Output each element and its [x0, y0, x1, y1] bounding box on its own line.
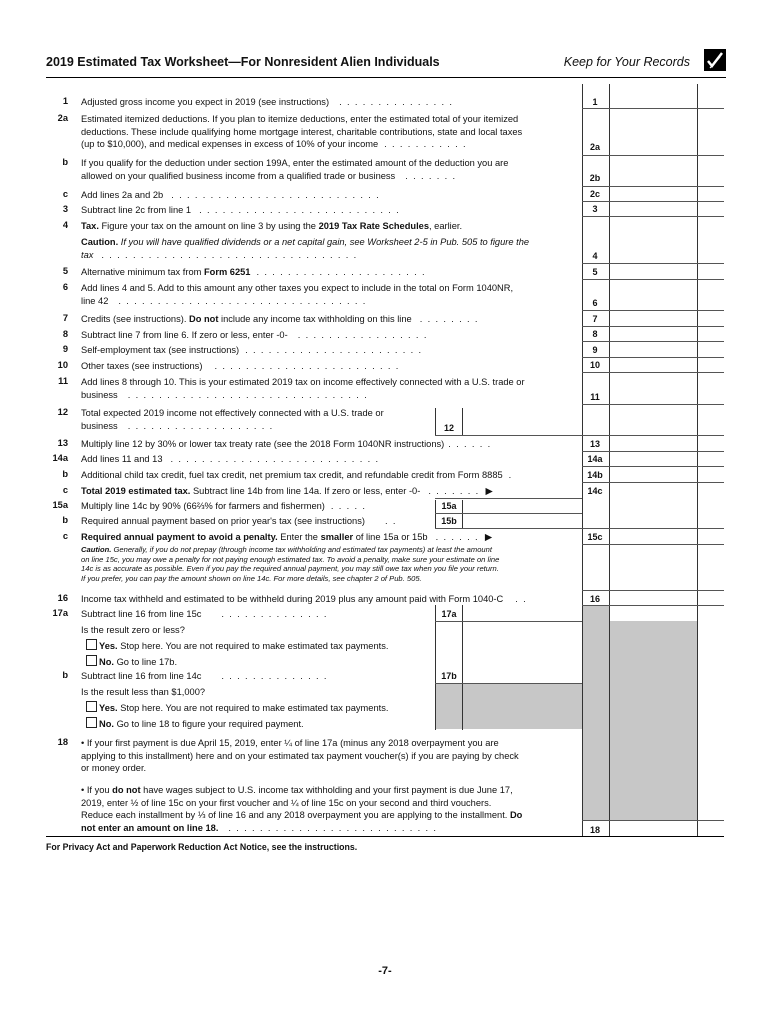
line-number: 6 — [62, 282, 68, 292]
inner-divider-12b — [462, 408, 463, 436]
rule — [582, 155, 724, 156]
rule — [435, 513, 582, 514]
line-text: tax — [81, 249, 94, 260]
line-text: Caution. — [81, 545, 112, 554]
line-box-label: 2b — [589, 173, 601, 183]
line-box-label: 13 — [589, 439, 600, 449]
line-box-label: 17b — [441, 671, 457, 681]
no-checkbox[interactable] — [86, 717, 97, 728]
line-text: Figure your tax on the amount on line 3 by using the — [98, 221, 319, 231]
rule — [435, 621, 582, 622]
line-box-label: 6 — [592, 298, 598, 308]
line-number: 13 — [57, 438, 68, 448]
line-12-text: Total expected 2019 income not effectively connected with a U.S. trade or business ................... — [81, 408, 384, 431]
line-text: Estimated itemized deductions. If you plan to itemize deductions, enter the estimated total of your itemized — [81, 114, 519, 124]
line-box-label: 15a — [441, 501, 457, 511]
rule — [582, 482, 724, 483]
line-number: 3 — [62, 204, 68, 214]
line-number: c — [62, 485, 68, 495]
line-box-label: 14a — [587, 454, 603, 464]
line-text: Caution. — [81, 237, 119, 247]
line-text: Go to line 17b. — [113, 657, 178, 667]
line-text: Form 6251 — [203, 267, 251, 277]
line-17b-no-option — [86, 717, 304, 731]
line-box-label: 1 — [592, 97, 598, 107]
line-6-text: Add lines 4 and 5. Add to this amount any other taxes you expect to include in the total on Form 1040NR, line 42 ................................ — [81, 283, 514, 306]
line-17a-question: Is the result zero or less? — [81, 625, 185, 635]
line-number: 9 — [62, 344, 68, 354]
rule — [582, 451, 724, 452]
line-box-label: 7 — [592, 314, 598, 324]
line-text: applying to this installment) here and on your estimated tax payment voucher(s) if you are paying by check — [81, 750, 519, 761]
caution-note — [81, 545, 573, 584]
line-text: smaller — [320, 532, 354, 542]
line-text: Adjusted gross income you expect in 2019 (see instructions) — [81, 97, 330, 107]
yes-checkbox[interactable] — [86, 701, 97, 712]
line-text: do not — [112, 785, 141, 795]
line-17b-text: Subtract line 16 from line 14c .............. — [81, 671, 332, 681]
line-text: Add lines 4 and 5. Add to this amount any other taxes you expect to include in the total on Form 1040NR, — [81, 283, 514, 293]
rule — [435, 528, 724, 529]
line-text: Multiply line 14c by 90% (66⅔% for farmers and fishermen) — [81, 501, 325, 511]
line-text: Go to line 18 to figure your required payment. — [113, 719, 304, 729]
line-text: deductions. These include qualifying home mortgage interest, charitable contributions, state and local taxes — [81, 126, 523, 137]
line-text: No. — [99, 719, 114, 729]
line-text: Do — [509, 810, 523, 821]
line-text: Subtract line 7 from line 6. If zero or less, enter -0- — [81, 330, 288, 340]
line-box-label: 17a — [441, 609, 457, 619]
line-number: 16 — [57, 593, 68, 603]
line-1-text: Adjusted gross income you expect in 2019 (see instructions) ............... — [81, 97, 458, 107]
line-text: Add lines 2a and 2b — [81, 190, 164, 200]
line-box-label: 16 — [589, 594, 600, 604]
line-4-caution: Caution. If you will have qualified dividends or a net capital gain, see Worksheet 2-5 in Pub. 505 to figure the tax ................................. — [81, 237, 530, 260]
arrow-right-icon: ▶ — [484, 532, 493, 542]
line-18-text-part2: • If you do not have wages subject to U.S. income tax withholding and your first payment is due June 17, 2019, enter ½ of line 15c on your first voucher and ¼ of line 15c on your second and third vouchers. Reduce each installment by ⅓ of line 16 and any 2018 overpayment you are applying to the installment. Do not enter an amount on line 18. ........................... — [81, 785, 523, 833]
line-text: Credits (see instructions). — [81, 314, 189, 324]
line-15c-text: Required annual payment to avoid a penalty. Enter the smaller of line 15a or 15b ...... ▶ — [81, 532, 493, 542]
shaded-area-right-lower — [582, 605, 609, 820]
rule — [582, 372, 724, 373]
line-13-text: Multiply line 12 by 30% or lower tax treaty rate (see the 2018 Form 1040NR instructions) ...... — [81, 439, 496, 449]
line-number: 5 — [62, 266, 68, 276]
line-17a-no-option — [86, 655, 177, 669]
no-checkbox[interactable] — [86, 655, 97, 666]
line-text: , earlier. — [429, 221, 463, 231]
line-text: Subtract line 14b from line 14a. If zero or less, enter -0- — [190, 486, 421, 496]
line-3-text: Subtract line 2c from line 1 .......................... — [81, 205, 405, 215]
rule — [582, 404, 724, 405]
line-text: Income tax withheld and estimated to be withheld during 2019 plus any amount paid with Form 1040-C — [81, 594, 504, 604]
line-17b-question: Is the result less than $1,000? — [81, 687, 206, 697]
checkmark-records-icon — [704, 49, 726, 71]
line-text: include any income tax withholding on this line — [218, 314, 412, 324]
yes-checkbox[interactable] — [86, 639, 97, 650]
rule — [582, 357, 724, 358]
rule — [582, 326, 724, 327]
line-box-label: 10 — [589, 360, 600, 370]
line-text: Stop here. You are not required to make estimated tax payments. — [117, 641, 389, 651]
line-text: business — [81, 420, 118, 431]
line-number: c — [62, 189, 68, 199]
line-2c-text: Add lines 2a and 2b ........................... — [81, 190, 385, 200]
line-15b-text: Required annual payment based on prior year's tax (see instructions) .. — [81, 516, 401, 526]
line-9-text: Self-employment tax (see instructions) ....................... — [81, 345, 427, 355]
line-text: or money order. — [81, 763, 147, 774]
line-number: 15a — [52, 500, 68, 510]
line-text: of line 15a or 15b — [353, 532, 428, 542]
rule — [582, 310, 724, 311]
shaded-area-17a — [609, 621, 697, 683]
line-2a-text: Estimated itemized deductions. If you plan to itemize deductions, enter the estimated total of your itemized deductions. These include qualifying home mortgage interest, charitable contributions, state and local taxes (up to $10,000), and medical expenses in excess of 10% of your income ........... — [81, 114, 523, 150]
line-text: Multiply line 12 by 30% or lower tax treaty rate (see the 2018 Form 1040NR instructions) — [81, 439, 445, 449]
line-text: Additional child tax credit, fuel tax credit, net premium tax credit, and refundable credit from Form 8885 — [81, 470, 503, 480]
line-text: Self-employment tax (see instructions) — [81, 345, 240, 355]
shaded-area-amount-lower — [609, 683, 697, 820]
line-text: 2019 Tax Rate Schedules — [318, 221, 429, 231]
line-number: b — [62, 515, 68, 525]
line-text: Required annual payment to avoid a penalty. — [81, 532, 278, 542]
line-box-label: 5 — [592, 267, 598, 277]
line-number: 8 — [62, 329, 68, 339]
line-box-label: 14b — [587, 470, 603, 480]
rule — [582, 263, 724, 264]
line-4-text — [81, 220, 462, 233]
line-text: Add lines 8 through 10. This is your estimated 2019 tax on income effectively connected with a U.S. trade or — [81, 377, 525, 387]
line-7-text: Credits (see instructions). Do not include any income tax withholding on this line ........ — [81, 314, 483, 324]
line-text: Generally, if you do not prepay (through income tax withholding and estimated tax payments) at least the amount — [111, 545, 492, 554]
line-text: Subtract line 2c from line 1 — [81, 205, 192, 215]
line-text: Total expected 2019 income not effectively connected with a U.S. trade or — [81, 408, 384, 418]
line-text: Other taxes (see instructions) — [81, 361, 203, 371]
line-text: have wages subject to U.S. income tax withholding and your first payment is due June 17, — [140, 785, 513, 795]
line-box-label: 3 — [592, 204, 598, 214]
rule — [582, 108, 724, 109]
line-text: Yes. — [99, 703, 118, 713]
line-number: b — [62, 157, 68, 167]
line-box-label: 14c — [587, 486, 603, 496]
line-number: 11 — [58, 376, 68, 386]
line-text: on line 15c, you may owe a penalty for not paying enough estimated tax. To avoid a penalty, make sure your estimate on line — [81, 554, 500, 564]
line-16-text: Income tax withheld and estimated to be withheld during 2019 plus any amount paid with Form 1040-C .. — [81, 594, 531, 604]
line-number: 1 — [62, 96, 68, 106]
rule — [582, 341, 724, 342]
rule — [582, 544, 724, 545]
line-text: Reduce each installment by ⅓ of line 16 and any 2018 overpayment you are applying to the installment. — [81, 810, 510, 821]
col-divider-2 — [609, 84, 610, 836]
rule — [435, 435, 724, 436]
line-text: 14c is as accurate as possible. Even if you pay the required annual payment, you may still owe tax when you file your return. — [81, 564, 499, 574]
rule — [582, 279, 724, 280]
col-divider-3 — [697, 84, 698, 836]
line-number: 10 — [57, 360, 68, 370]
line-text: If you will have qualified dividends or a net capital gain, see Worksheet 2-5 in Pub. 505 to figure the — [118, 237, 530, 247]
line-text: business — [81, 389, 118, 400]
line-box-label: 2a — [589, 142, 600, 152]
line-number: 14a — [52, 453, 68, 463]
line-box-label: 15b — [441, 516, 457, 526]
line-text: Subtract line 16 from line 14c — [81, 671, 202, 681]
line-text: Stop here. You are not required to make estimated tax payments. — [117, 703, 389, 713]
line-17a-text: Subtract line 16 from line 15c .............. — [81, 609, 332, 619]
line-text: 2019, enter ½ of line 15c on your first voucher and ¼ of line 15c on your second and third vouchers. — [81, 797, 492, 808]
rule — [582, 466, 724, 467]
line-17b-yes-option — [86, 701, 388, 715]
line-box-label: 11 — [590, 392, 600, 402]
line-18-text-part1 — [81, 737, 573, 775]
inner-divider-17b — [462, 605, 463, 730]
line-text: (up to $10,000), and medical expenses in excess of 10% of your income — [81, 139, 379, 150]
arrow-right-icon: ▶ — [485, 486, 493, 496]
line-box-label: 15c — [587, 532, 603, 542]
worksheet-title: 2019 Estimated Tax Worksheet—For Nonresident Alien Individuals — [46, 55, 440, 69]
line-text: If you prefer, you can pay the amount shown on line 14c. For more details, see chapter 2 of Pub. 505. — [81, 574, 422, 584]
line-14a-text: Add lines 11 and 13 ........................... — [81, 454, 384, 464]
line-14b-text: Additional child tax credit, fuel tax credit, net premium tax credit, and refundable credit from Form 8885 . — [81, 470, 517, 480]
line-text: If you qualify for the deduction under section 199A, enter the estimated amount of the deduction you are — [81, 158, 509, 168]
line-number: 17a — [52, 608, 68, 618]
inner-divider-17 — [435, 605, 436, 730]
line-8-text: Subtract line 7 from line 6. If zero or less, enter -0- ................. — [81, 330, 432, 340]
line-text: Enter the — [277, 532, 321, 542]
line-number: 18 — [57, 737, 68, 747]
rule — [582, 186, 724, 187]
privacy-act-notice: For Privacy Act and Paperwork Reduction Act Notice, see the instructions. — [46, 842, 358, 852]
page-number: -7- — [378, 965, 392, 977]
line-number: 2a — [57, 113, 68, 123]
rule — [582, 590, 724, 591]
rule — [582, 820, 724, 821]
line-text: Total 2019 estimated tax. — [81, 486, 191, 496]
rule — [46, 836, 724, 837]
rule — [435, 498, 582, 499]
line-text: Add lines 11 and 13 — [81, 454, 163, 464]
line-text: Yes. — [99, 641, 118, 651]
rule — [582, 216, 724, 217]
inner-divider-15b — [462, 500, 463, 528]
rule — [435, 683, 582, 684]
line-box-label: 12 — [443, 423, 454, 433]
keep-for-records-label: Keep for Your Records — [563, 55, 690, 69]
line-text: • If you — [81, 785, 113, 795]
line-14c-text: Total 2019 estimated tax. Subtract line 14b from line 14a. If zero or less, enter -0- ....... ▶ — [81, 486, 493, 496]
line-number: 12 — [57, 407, 68, 417]
line-5-text: Alternative minimum tax from Form 6251 ...................... — [81, 267, 430, 277]
line-text: No. — [99, 657, 114, 667]
line-number: c — [62, 531, 68, 541]
line-box-label: 18 — [589, 825, 600, 835]
line-text: allowed on your qualified business income from a qualified trade or business — [81, 170, 396, 181]
line-box-label: 8 — [592, 329, 598, 339]
line-box-label: 9 — [592, 345, 598, 355]
line-text: Tax. — [81, 221, 99, 231]
worksheet-header — [46, 51, 726, 78]
line-15a-text: Multiply line 14c by 90% (66⅔% for farmers and fishermen) ..... — [81, 501, 371, 511]
line-text: not enter an amount on line 18. — [81, 822, 219, 833]
line-17a-yes-option — [86, 639, 388, 653]
line-number: b — [62, 670, 68, 680]
line-text: Subtract line 16 from line 15c — [81, 609, 202, 619]
line-box-label: 4 — [592, 251, 598, 261]
rule — [582, 605, 724, 606]
line-box-label: 2c — [589, 189, 600, 199]
line-2b-text: If you qualify for the deduction under section 199A, enter the estimated amount of the deduction you are allowed on your qualified business income from a qualified trade or business ....... — [81, 158, 509, 181]
line-text: • If your first payment is due April 15, 2019, enter ¼ of line 17a (minus any 2018 overpayment you are — [81, 738, 499, 748]
line-text: Alternative minimum tax from — [81, 267, 204, 277]
line-text: Required annual payment based on prior year's tax (see instructions) — [81, 516, 365, 526]
line-text: Do not — [188, 314, 219, 324]
line-10-text: Other taxes (see instructions) ........................ — [81, 361, 404, 371]
line-number: 4 — [62, 220, 68, 230]
line-number: b — [62, 469, 68, 479]
line-number: 7 — [62, 313, 68, 323]
line-11-text: Add lines 8 through 10. This is your estimated 2019 tax on income effectively connected with a U.S. trade or business ............................... — [81, 377, 525, 400]
line-text: line 42 — [81, 295, 109, 306]
rule — [582, 201, 724, 202]
